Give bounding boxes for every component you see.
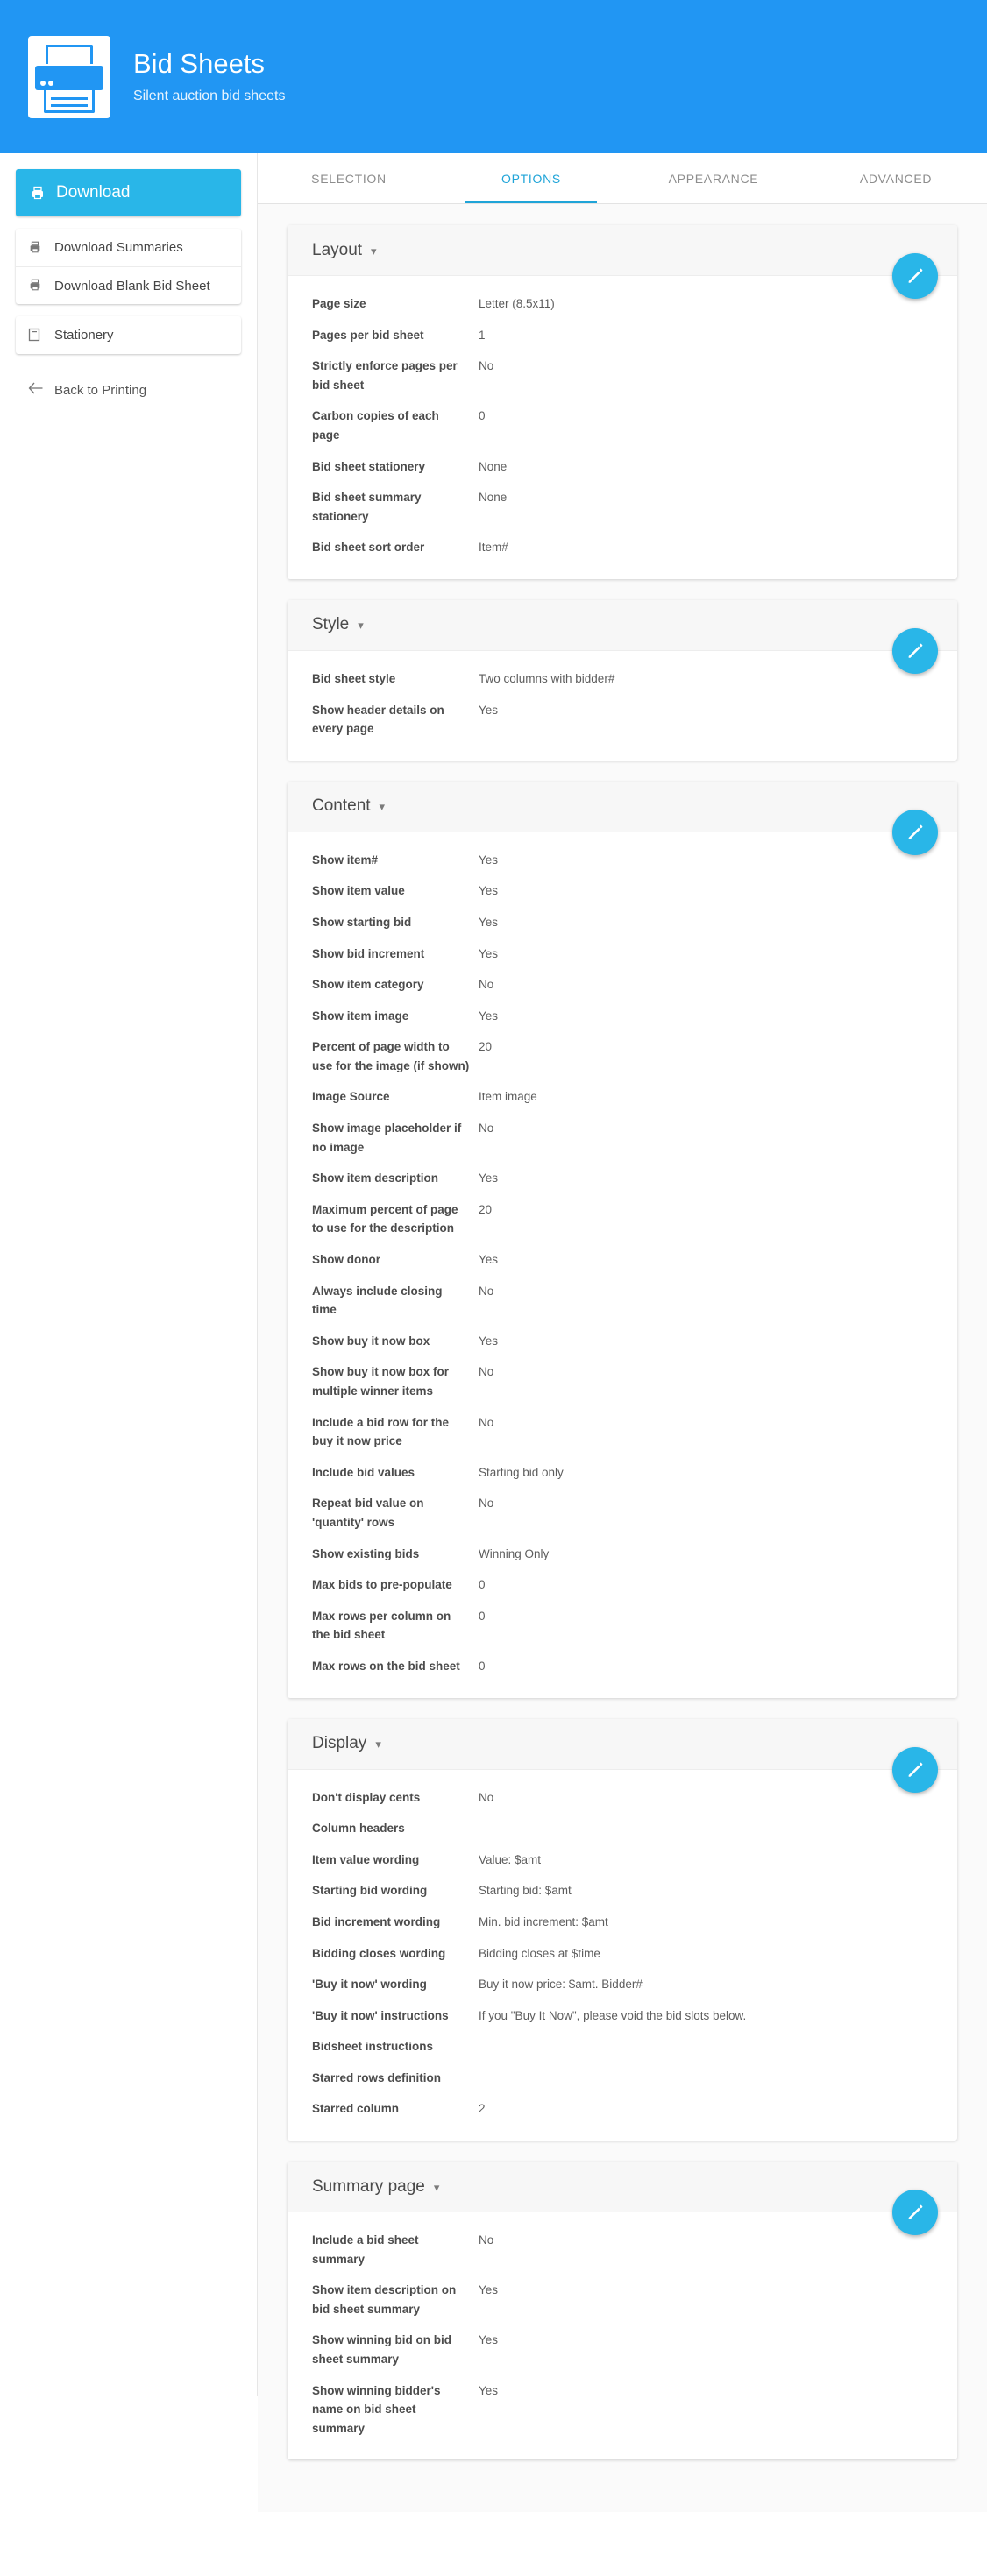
setting-value: Yes [479,946,499,960]
setting-value: No [479,1790,494,1804]
setting-value: Starting bid: $amt [479,1884,572,1898]
pencil-icon [905,1760,925,1780]
arrow-left-icon [28,382,44,398]
setting-label: Item value wording [312,1852,420,1866]
setting-value: No [479,359,494,373]
section-title: Style [312,615,350,634]
section-summary-page-body [288,2212,957,2459]
setting-label: Bid sheet stationery [312,459,426,473]
section-title: Content [312,796,371,816]
sidebar-item-label: Download Blank Bid Sheet [54,278,210,294]
setting-value: Yes [479,884,499,898]
setting-label: Column headers [312,1822,405,1836]
sidebar-item-back-to-printing[interactable] [16,370,241,410]
setting-row [288,969,957,1001]
setting-label: Show item value [312,884,405,898]
setting-row [288,1113,957,1163]
setting-value: Yes [479,1171,499,1185]
setting-value: 1 [479,328,486,342]
setting-label: Pages per bid sheet [312,328,424,342]
setting-value: Buy it now price: $amt. Bidder# [479,1978,643,1992]
setting-label: Max rows on the bid sheet [312,1659,460,1673]
sidebar-item-download-summaries[interactable] [16,229,241,266]
setting-row [288,1276,957,1326]
setting-label: Max bids to pre-populate [312,1578,452,1592]
edit-style-button[interactable] [892,628,938,674]
app-header [0,0,987,153]
setting-value: Yes [479,853,499,867]
tab-advanced[interactable] [805,153,987,203]
setting-label: Image Source [312,1090,390,1104]
setting-value: Yes [479,1253,499,1267]
setting-value: If you "Buy It Now", please void the bid slots below. [479,2008,747,2022]
setting-label: Maximum percent of page to use for the description [312,1202,458,1235]
sidebar-item-stationery[interactable] [16,316,241,354]
setting-label: Show buy it now box [312,1334,430,1348]
setting-value: 0 [479,1659,486,1673]
setting-value: Min. bid increment: $amt [479,1914,608,1928]
setting-row [288,2275,957,2325]
setting-row [288,2093,957,2125]
chevron-down-icon: ▾ [375,1737,381,1752]
setting-label: Show winning bid on bid sheet summary [312,2333,451,2367]
tab-options[interactable] [440,153,622,203]
setting-value: Yes [479,1334,499,1348]
setting-label: 'Buy it now' instructions [312,2008,449,2022]
setting-row [288,663,957,695]
setting-row [288,907,957,938]
setting-label: Page size [312,297,366,310]
setting-row [288,1907,957,1938]
section-layout-header[interactable] [288,225,957,276]
setting-row [288,1844,957,1876]
tab-selection[interactable] [258,153,440,203]
section-style [288,600,957,761]
setting-row [288,1875,957,1907]
pencil-icon [905,823,925,842]
setting-value: Value: $amt [479,1852,542,1866]
section-display [288,1719,957,2141]
page-subtitle: Silent auction bid sheets [133,88,286,103]
setting-label: 'Buy it now' wording [312,1978,427,1992]
setting-value: None [479,491,508,505]
setting-row [288,350,957,400]
setting-value: Winning Only [479,1546,550,1560]
setting-row [288,1457,957,1489]
setting-row [288,1163,957,1194]
setting-value: Yes [479,2383,499,2397]
pencil-icon [905,266,925,286]
setting-row [288,532,957,563]
setting-row [288,2375,957,2445]
setting-row [288,1407,957,1457]
section-title: Layout [312,240,363,259]
setting-value: Bidding closes at $time [479,1946,600,1960]
setting-value: Item image [479,1090,537,1104]
setting-row [288,1244,957,1276]
setting-value: 20 [479,1040,493,1054]
setting-label: Include a bid sheet summary [312,2233,419,2266]
edit-layout-button[interactable] [892,253,938,299]
setting-value: Yes [479,2333,499,2347]
setting-label: Bid increment wording [312,1914,441,1928]
sidebar [0,153,258,2396]
setting-row [288,1081,957,1113]
setting-label: Include a bid row for the buy it now price [312,1415,450,1448]
setting-label: Show buy it now box for multiple winner items [312,1365,449,1398]
section-content-header[interactable] [288,782,957,832]
section-content-body [288,832,957,1698]
setting-label: Include bid values [312,1465,415,1479]
tab-label: OPTIONS [501,171,561,186]
tab-appearance[interactable] [622,153,805,203]
section-display-body [288,1770,957,2141]
setting-label: Always include closing time [312,1284,443,1317]
setting-value: 0 [479,1609,486,1623]
setting-row [288,938,957,970]
section-summary-page [288,2162,957,2459]
setting-label: Show existing bids [312,1546,420,1560]
sidebar-item-label: Download Summaries [54,240,183,255]
setting-row [288,1001,957,1032]
setting-row [288,2225,957,2275]
setting-label: Starred column [312,2102,400,2116]
page-title: Bid Sheets [133,48,265,80]
setting-label: Show item description on bid sheet summary [312,2283,457,2316]
setting-label: Starting bid wording [312,1884,428,1898]
setting-row [288,1651,957,1682]
setting-label: Show item# [312,853,379,867]
section-title: Display [312,1734,367,1753]
setting-value: 0 [479,1578,486,1592]
setting-label: Bidding closes wording [312,1946,446,1960]
download-printer-icon [30,185,46,201]
setting-label: Carbon copies of each page [312,409,439,442]
section-style-body [288,651,957,761]
setting-label: Repeat bid value on 'quantity' rows [312,1497,424,1529]
setting-row [288,400,957,450]
main-content [258,153,987,2512]
edit-display-button[interactable] [892,1747,938,1793]
setting-value: Yes [479,1008,499,1023]
setting-value: 0 [479,409,486,423]
setting-row [288,2031,957,2063]
pencil-icon [905,641,925,661]
setting-value: No [479,1284,494,1298]
setting-label: Don't display cents [312,1790,421,1804]
chevron-down-icon: ▾ [433,2180,440,2194]
setting-row [288,1782,957,1814]
setting-label: Show winning bidder's name on bid sheet summary [312,2383,441,2435]
setting-row [288,1488,957,1538]
section-display-header[interactable] [288,1719,957,1770]
printer-icon [28,36,110,118]
setting-row [288,1539,957,1570]
setting-value: No [479,1365,494,1379]
download-button-label: Download [56,183,131,202]
setting-row [288,695,957,745]
setting-row [288,845,957,876]
chevron-down-icon: ▾ [371,244,377,258]
setting-value: 2 [479,2102,486,2116]
setting-row [288,1938,957,1970]
setting-label: Show bid increment [312,946,425,960]
setting-row [288,1031,957,1081]
setting-value: None [479,459,508,473]
stationery-icon [28,328,44,343]
setting-value: No [479,2233,494,2247]
tab-label: APPEARANCE [668,171,759,186]
setting-row [288,482,957,532]
sidebar-download-card [16,229,241,304]
setting-row [288,288,957,320]
download-button[interactable] [16,169,241,216]
setting-label: Bidsheet instructions [312,2040,434,2054]
chevron-down-icon: ▾ [379,800,386,814]
setting-row [288,1194,957,1244]
section-layout-body [288,276,957,579]
setting-label: Bid sheet sort order [312,541,425,555]
setting-value: Two columns with bidder# [479,671,615,685]
setting-value: Yes [479,703,499,717]
setting-value: No [479,1122,494,1136]
sidebar-item-download-blank-bid-sheet[interactable] [16,266,241,304]
setting-label: Show item category [312,978,424,992]
tab-bar [258,153,987,204]
setting-row [288,2325,957,2374]
setting-row [288,1813,957,1844]
setting-label: Show image placeholder if no image [312,1122,462,1154]
setting-row [288,320,957,351]
setting-value: No [479,978,494,992]
setting-value: Letter (8.5x11) [479,297,555,310]
setting-label: Bid sheet style [312,671,396,685]
chevron-down-icon: ▾ [358,619,364,633]
setting-value: Yes [479,2283,499,2297]
tab-label: SELECTION [311,171,387,186]
setting-row [288,1969,957,2000]
section-title: Summary page [312,2176,425,2196]
setting-label: Show header details on every page [312,703,444,736]
setting-value: 20 [479,1202,493,1216]
section-style-header[interactable] [288,600,957,651]
setting-label: Percent of page width to use for the image (if shown) [312,1040,470,1072]
setting-value: Item# [479,541,508,555]
setting-row [288,875,957,907]
setting-label: Show starting bid [312,915,412,929]
setting-row [288,1569,957,1601]
setting-row [288,451,957,483]
section-content [288,782,957,1698]
setting-label: Show item description [312,1171,439,1185]
setting-label: Starred rows definition [312,2070,442,2084]
edit-summary-page-button[interactable] [892,2190,938,2235]
setting-label: Show donor [312,1253,380,1267]
setting-row [288,1601,957,1651]
printer-icon [28,240,44,256]
sidebar-item-label: Stationery [54,328,114,343]
sidebar-stationery-card [16,316,241,354]
setting-row [288,1326,957,1357]
section-layout [288,225,957,579]
sidebar-item-label: Back to Printing [54,382,147,398]
setting-row [288,1356,957,1406]
pencil-icon [905,2203,925,2222]
printer-icon [28,278,44,294]
section-summary-page-header[interactable] [288,2162,957,2212]
setting-label: Strictly enforce pages per bid sheet [312,359,458,392]
edit-content-button[interactable] [892,810,938,855]
setting-label: Max rows per column on the bid sheet [312,1609,451,1642]
setting-row [288,2000,957,2032]
setting-value: Starting bid only [479,1465,564,1479]
setting-value: Yes [479,915,499,929]
setting-label: Bid sheet summary stationery [312,491,422,523]
setting-label: Show item image [312,1008,409,1023]
setting-row [288,2063,957,2094]
tab-label: ADVANCED [859,171,933,186]
setting-value: No [479,1497,494,1511]
setting-value: No [479,1415,494,1429]
